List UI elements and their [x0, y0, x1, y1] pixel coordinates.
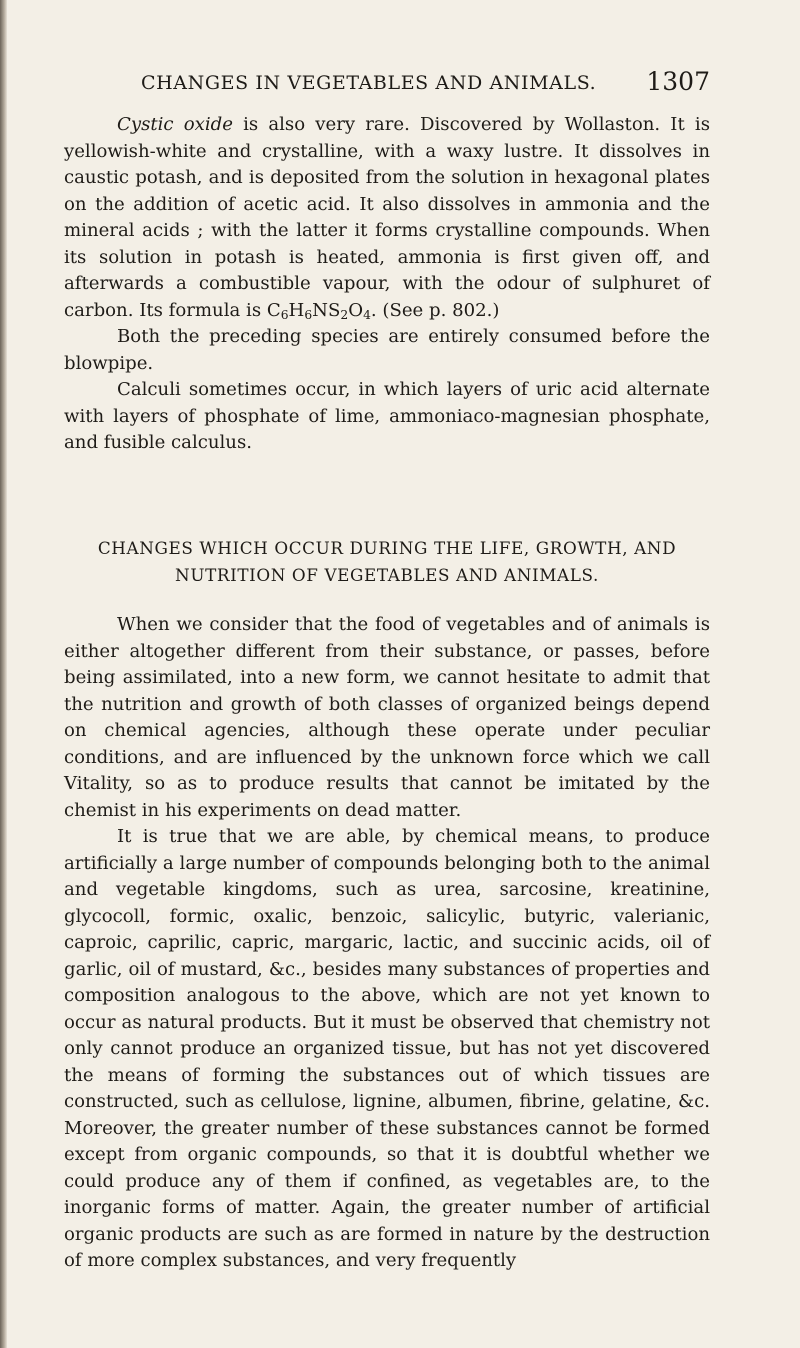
paragraph-text-end: . (See p. 802.) [370, 299, 500, 321]
paragraph-artificial-compounds: It is true that we are able, by chemical means, to produce artificially a large number of compounds belonging both to the animal and vegetable kingdoms, such as urea, sarcosine, kreatinine, glycocoll, formic, oxalic, benzoic, salicylic, butyric, valerianic, caproic, caprilic, capric, margaric, lactic, and succinic acids, oil of garlic, oil of mustard, &c., besides many substances of properties and composition analogous to the above, which are not yet known to occur as natural products. But it must be observed that chemistry not only cannot produce an organized tissue, but has not yet discovered the means of forming the substances out of which tissues are constructed, such as cellulose, lignine, albumen, fibrine, gelatine, &c. Moreover, the greater number of these substances cannot be formed except from organic compounds, so that it is doubtful whether we could produce any of them if confined, as vegetables are, to the inorganic forms of matter. Again, the greater number of artificial organic products are such as are formed in nature by the destruction of more complex substances, and very frequently [64, 826, 710, 1271]
paragraph-cystic-oxide [64, 112, 710, 324]
page-header [141, 64, 710, 100]
section-heading [64, 535, 710, 589]
upper-text-block [64, 112, 710, 457]
paragraph-blowpipe: Both the preceding species are entirely consumed before the blowpipe. [64, 326, 710, 374]
paragraph-vitality: When we consider that the food of vegetables and of animals is either altogether different from their substance, or passes, before being assimilated, into a new form, we cannot hesitate to admit that the nutrition and growth of both classes of organized beings depend on chemical agencies, although these operate under peculiar conditions, and are influenced by the unknown force which we call Vitality, so as to produce results that cannot be imitated by the chemist in his experiments on dead matter. [64, 614, 710, 821]
chemical-formula: $C_6H_6NS_2O_4$ [266, 299, 371, 322]
paragraph-calculi: Calculi sometimes occur, in which layers of uric acid alternate with layers of phosphate of lime, ammoniaco-magnesian phosphate, and fusible calculus. [64, 379, 710, 453]
section-heading-line-1: CHANGES WHICH OCCUR DURING THE LIFE, GROWTH, AND [97, 538, 677, 558]
paragraph-lead-term: Cystic oxide [117, 114, 233, 135]
page-binding-edge [0, 0, 7, 1348]
lower-text-block [64, 612, 710, 1275]
paragraph-text: is also very rare. Discovered by Wollaston. It is yellowish-white and crystalline, with a waxy lustre. It dissolves in caustic potash, and is deposited from the solution in hexagonal plates on the addition of acetic acid. It also dissolves in ammonia and the mineral acids ; with the latter it forms crystalline compounds. When its solution in potash is heated, ammonia is first given off, and afterwards a combustible vapour, with the odour of sulphuret of carbon. Its formula is [64, 114, 710, 321]
section-heading-line-2: NUTRITION OF VEGETABLES AND ANIMALS. [175, 565, 599, 585]
running-title: CHANGES IN VEGETABLES AND ANIMALS. [141, 72, 597, 94]
page-number: 1307 [646, 67, 710, 96]
